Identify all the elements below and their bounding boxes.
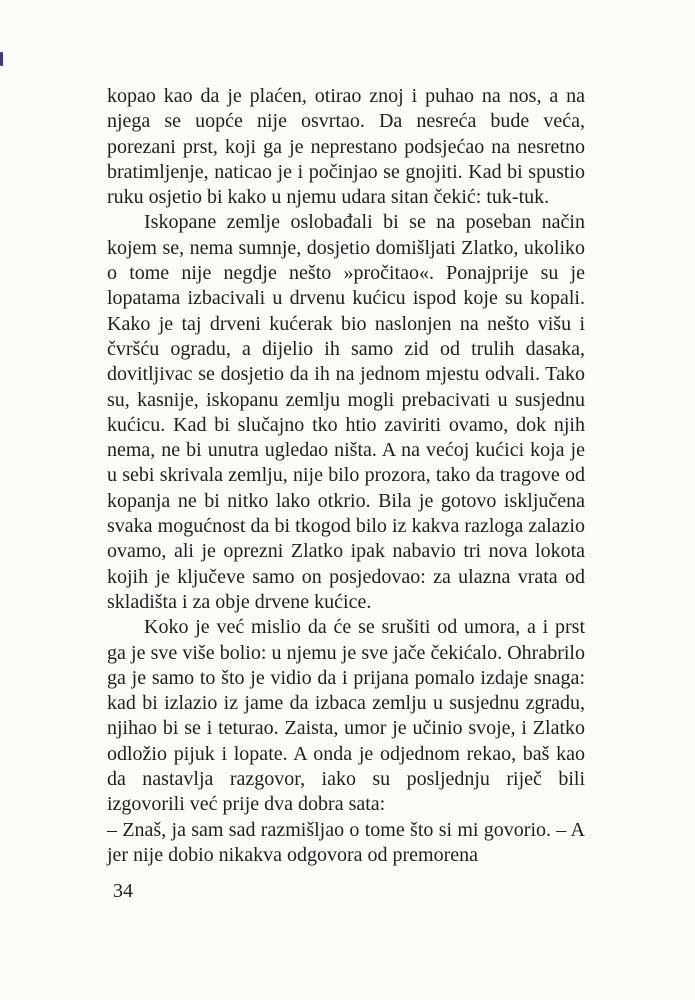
edge-mark — [0, 52, 3, 66]
paragraph-1: kopao kao da je plaćen, otirao znoj i puhao na nos, a na njega se uopće nije osvrtao. Da nesreća bude veća, porezani prst, koji ga je neprestano podsjećao na nesretno bratimljenje, naticao je i počinjao se gnojiti. Kad bi spustio ruku osjetio bi kako u njemu udara sitan čekić: tuk-tuk. — [107, 85, 585, 209]
paragraph-3: Koko je već mislio da će se srušiti od umora, a i prst ga je sve više bolio: u njemu je sve jače čekićalo. Ohrabrilo ga je samo to što je vidio da i prijana pomalo izdaje snaga: kad bi izlazio iz jame da izbaca zemlju u susjednu zgradu, njihao bi se i teturao. Zaista, umor je učinio svoje, i Zlatko odložio pijuk i lopate. A onda je odjednom rekao, baš kao da nastavlja razgovor, iako su posljednju riječ bili izgovorili već prije dva dobra sata: — [107, 616, 585, 816]
paragraph-2: Iskopane zemlje oslobađali bi se na poseban način kojem se, nema sumnje, dosjetio domišljati Zlatko, ukoliko o tome nije negdje nešto »pročitao«. Ponajprije su je lopatama izbacivali u drvenu kućicu ispod koje su kopali. Kako je taj drveni kućerak bio naslonjen na nešto višu i čvršću ogradu, a dijelio ih samo zid od trulih dasaka, dovitljivac se dosjetio da ih na jednom mjestu odvali. Tako su, kasnije, iskopanu zemlju mogli prebacivati u susjednu kućicu. Kad bi slučajno tko htio zaviriti ovamo, dok njih nema, ne bi unutra ugledao ništa. A na većoj kućici koja je u sebi skrivala zemlju, nije bilo prozora, tako da tragove od kopanja ne bi nitko lako otkrio. Bila je gotovo isključena svaka mogućnost da bi tkogod bilo iz kakva razloga zalazio ovamo, ali je oprezni Zlatko ipak nabavio tri nova lokota kojih je ključeve samo on posjedovao: za ulazna vrata od skladišta i za obje drvene kućice. — [107, 211, 585, 613]
paragraph-4-dialogue: – Znaš, ja sam sad razmišljao o tome što si mi govorio. – A jer nije dobio nikakva odgovora od premorena — [107, 818, 585, 866]
body-text — [107, 84, 585, 868]
page-number: 34 — [113, 880, 133, 902]
